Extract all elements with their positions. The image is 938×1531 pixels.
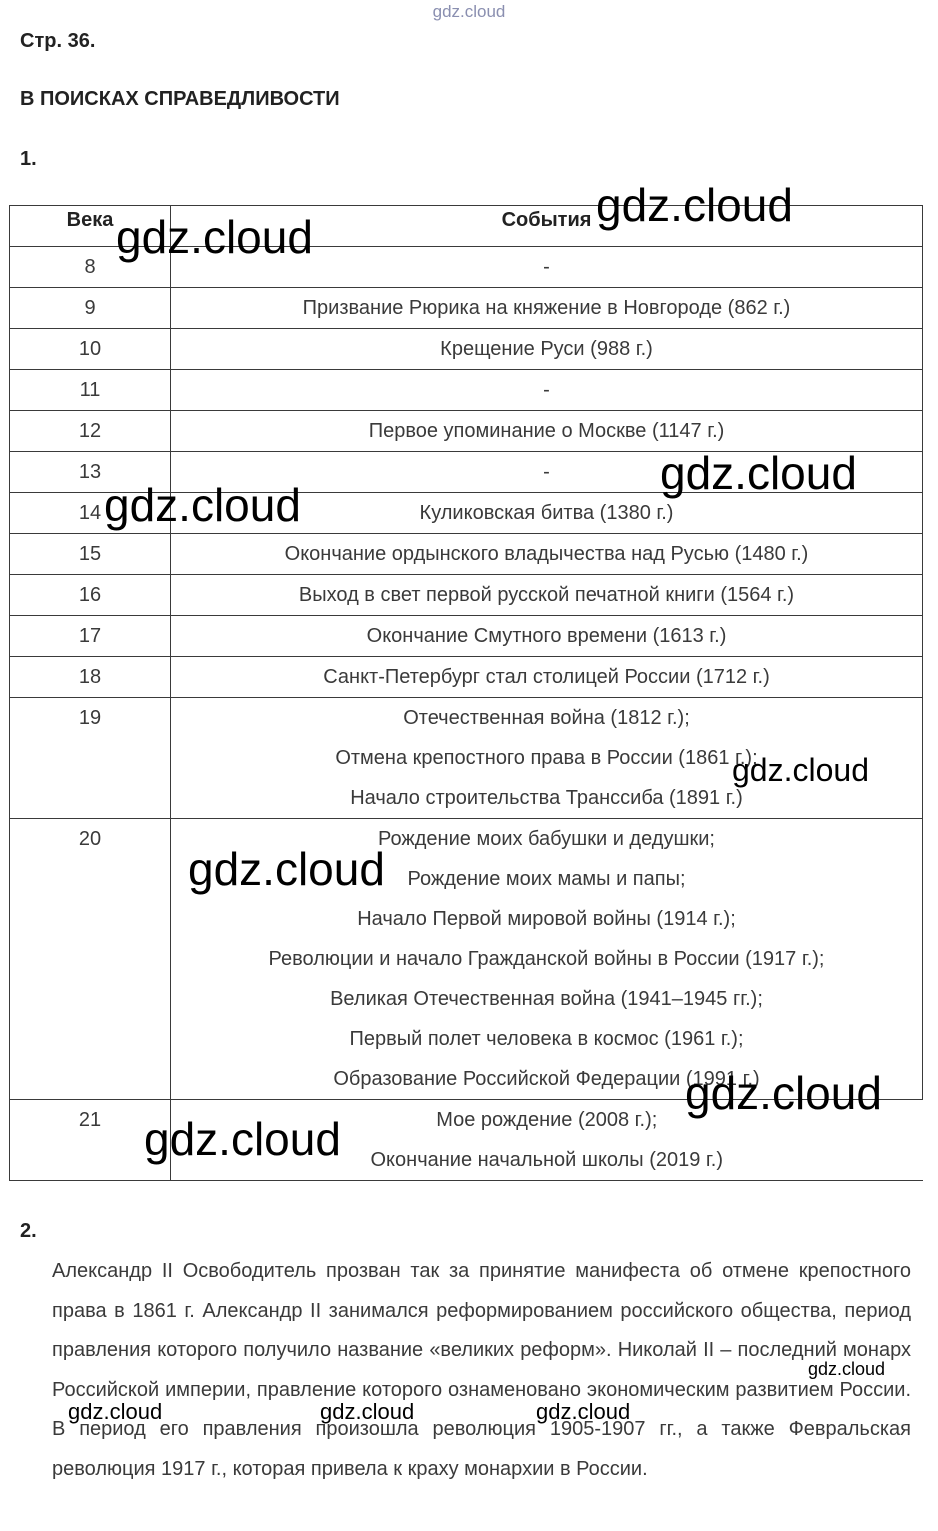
watermark: gdz.cloud xyxy=(188,843,385,895)
table-body xyxy=(10,247,923,1181)
task-1-number: 1. xyxy=(20,148,37,170)
watermark-top: gdz.cloud xyxy=(432,2,506,21)
century-cell: 8 xyxy=(10,247,171,288)
events-cell xyxy=(171,493,923,534)
century-cell: 11 xyxy=(10,370,171,411)
event-text: Революции и начало Гражданской войны в России (1917 г.); xyxy=(268,948,825,970)
century-cell: 10 xyxy=(10,329,171,370)
event-text: Первый полет человека в космос (1961 г.); xyxy=(349,1028,744,1050)
table-row xyxy=(10,819,923,1100)
event-text: Крещение Руси (988 г.) xyxy=(440,338,653,360)
event-text: Выход в свет первой русской печатной книги (1564 г.) xyxy=(298,584,795,606)
table-row xyxy=(10,698,923,819)
event-text: Мое рождение (2008 г.); xyxy=(436,1109,658,1131)
events-cell xyxy=(171,534,923,575)
table-row xyxy=(10,411,923,452)
event-text: Окончание начальной школы (2019 г.) xyxy=(370,1149,723,1171)
task-2-number: 2. xyxy=(20,1220,37,1242)
events-cell xyxy=(171,616,923,657)
table-row xyxy=(10,247,923,288)
watermark: gdz.cloud xyxy=(68,1399,163,1424)
watermark: gdz.cloud xyxy=(596,179,793,231)
century-cell: 16 xyxy=(10,575,171,616)
header-centuries: Века xyxy=(10,206,171,247)
section-title: В ПОИСКАХ СПРАВЕДЛИВОСТИ xyxy=(20,88,340,110)
table-row xyxy=(10,493,923,534)
watermark: gdz.cloud xyxy=(732,752,869,788)
table-row xyxy=(10,329,923,370)
event-text: Великая Отечественная война (1941–1945 гг.); xyxy=(330,988,763,1010)
event-text: Куликовская битва (1380 г.) xyxy=(419,502,674,524)
watermark: gdz.cloud xyxy=(660,447,857,499)
table-row xyxy=(10,452,923,493)
watermark: gdz.cloud xyxy=(144,1113,341,1165)
watermark: gdz.cloud xyxy=(536,1399,631,1424)
watermark: gdz.cloud xyxy=(320,1399,415,1424)
table-row xyxy=(10,657,923,698)
events-table xyxy=(9,205,923,1181)
century-cell: 19 xyxy=(10,698,171,819)
century-cell: 17 xyxy=(10,616,171,657)
events-cell xyxy=(171,452,923,493)
watermark: gdz.cloud xyxy=(808,1359,886,1379)
century-cell: 18 xyxy=(10,657,171,698)
events-cell xyxy=(171,657,923,698)
events-cell xyxy=(171,329,923,370)
event-text: Образование Российской Федерации (1991 г.) xyxy=(333,1068,760,1090)
events-cell xyxy=(171,819,923,1100)
events-cell xyxy=(171,575,923,616)
events-cell xyxy=(171,247,923,288)
event-text: Первое упоминание о Москве (1147 г.) xyxy=(368,420,725,442)
event-text: Начало Первой мировой войны (1914 г.); xyxy=(357,908,736,930)
event-text: - xyxy=(543,379,550,401)
watermark: gdz.cloud xyxy=(104,479,301,531)
table-row xyxy=(10,288,923,329)
century-cell: 12 xyxy=(10,411,171,452)
events-cell xyxy=(171,288,923,329)
event-text: Окончание Смутного времени (1613 г.) xyxy=(366,625,727,647)
events-cell xyxy=(171,411,923,452)
century-cell: 13 xyxy=(10,452,171,493)
table-header-row xyxy=(10,206,923,247)
task-2-answer: Александр II Освободитель прозван так за принятие манифеста об отмене крепостного права в 1861 г. Александр II занимался реформированием российского общества, период правления которого получило название «великих реформ». Николай II – последний монарх Российской империи, правление которого ознаменовано экономическим развитием России. В период его правления произошла революция 1905-1907 гг., а также Февральская революция 1917 г., которая привела к краху монархии в России. xyxy=(52,1260,911,1480)
table-row xyxy=(10,1100,923,1181)
event-text: Санкт-Петербург стал столицей России (1712 г.) xyxy=(323,666,770,688)
watermark: gdz.cloud xyxy=(685,1067,882,1119)
events-cell xyxy=(171,370,923,411)
table-row xyxy=(10,616,923,657)
table-row xyxy=(10,370,923,411)
event-text: Окончание ордынского владычества над Русью (1480 г.) xyxy=(284,543,809,565)
event-text: Начало строительства Транссиба (1891 г.) xyxy=(350,787,743,809)
event-text: - xyxy=(543,461,550,483)
century-cell: 20 xyxy=(10,819,171,1100)
table-row xyxy=(10,534,923,575)
event-text: Рождение моих мамы и папы; xyxy=(407,868,686,890)
century-cell: 9 xyxy=(10,288,171,329)
century-cell: 14 xyxy=(10,493,171,534)
events-cell xyxy=(171,1100,923,1181)
page-label: Стр. 36. xyxy=(20,30,96,52)
event-text: Рождение моих бабушки и дедушки; xyxy=(378,828,715,850)
century-cell: 15 xyxy=(10,534,171,575)
events-cell xyxy=(171,698,923,819)
event-text: Отмена крепостного права в России (1861 г.); xyxy=(335,747,758,769)
table-row xyxy=(10,575,923,616)
event-text: Призвание Рюрика на княжение в Новгороде (862 г.) xyxy=(302,297,791,319)
century-cell: 21 xyxy=(10,1100,171,1181)
watermark: gdz.cloud xyxy=(116,211,313,263)
event-text: - xyxy=(543,256,550,278)
event-text: Отечественная война (1812 г.); xyxy=(403,707,690,729)
header-events: События xyxy=(171,206,923,247)
